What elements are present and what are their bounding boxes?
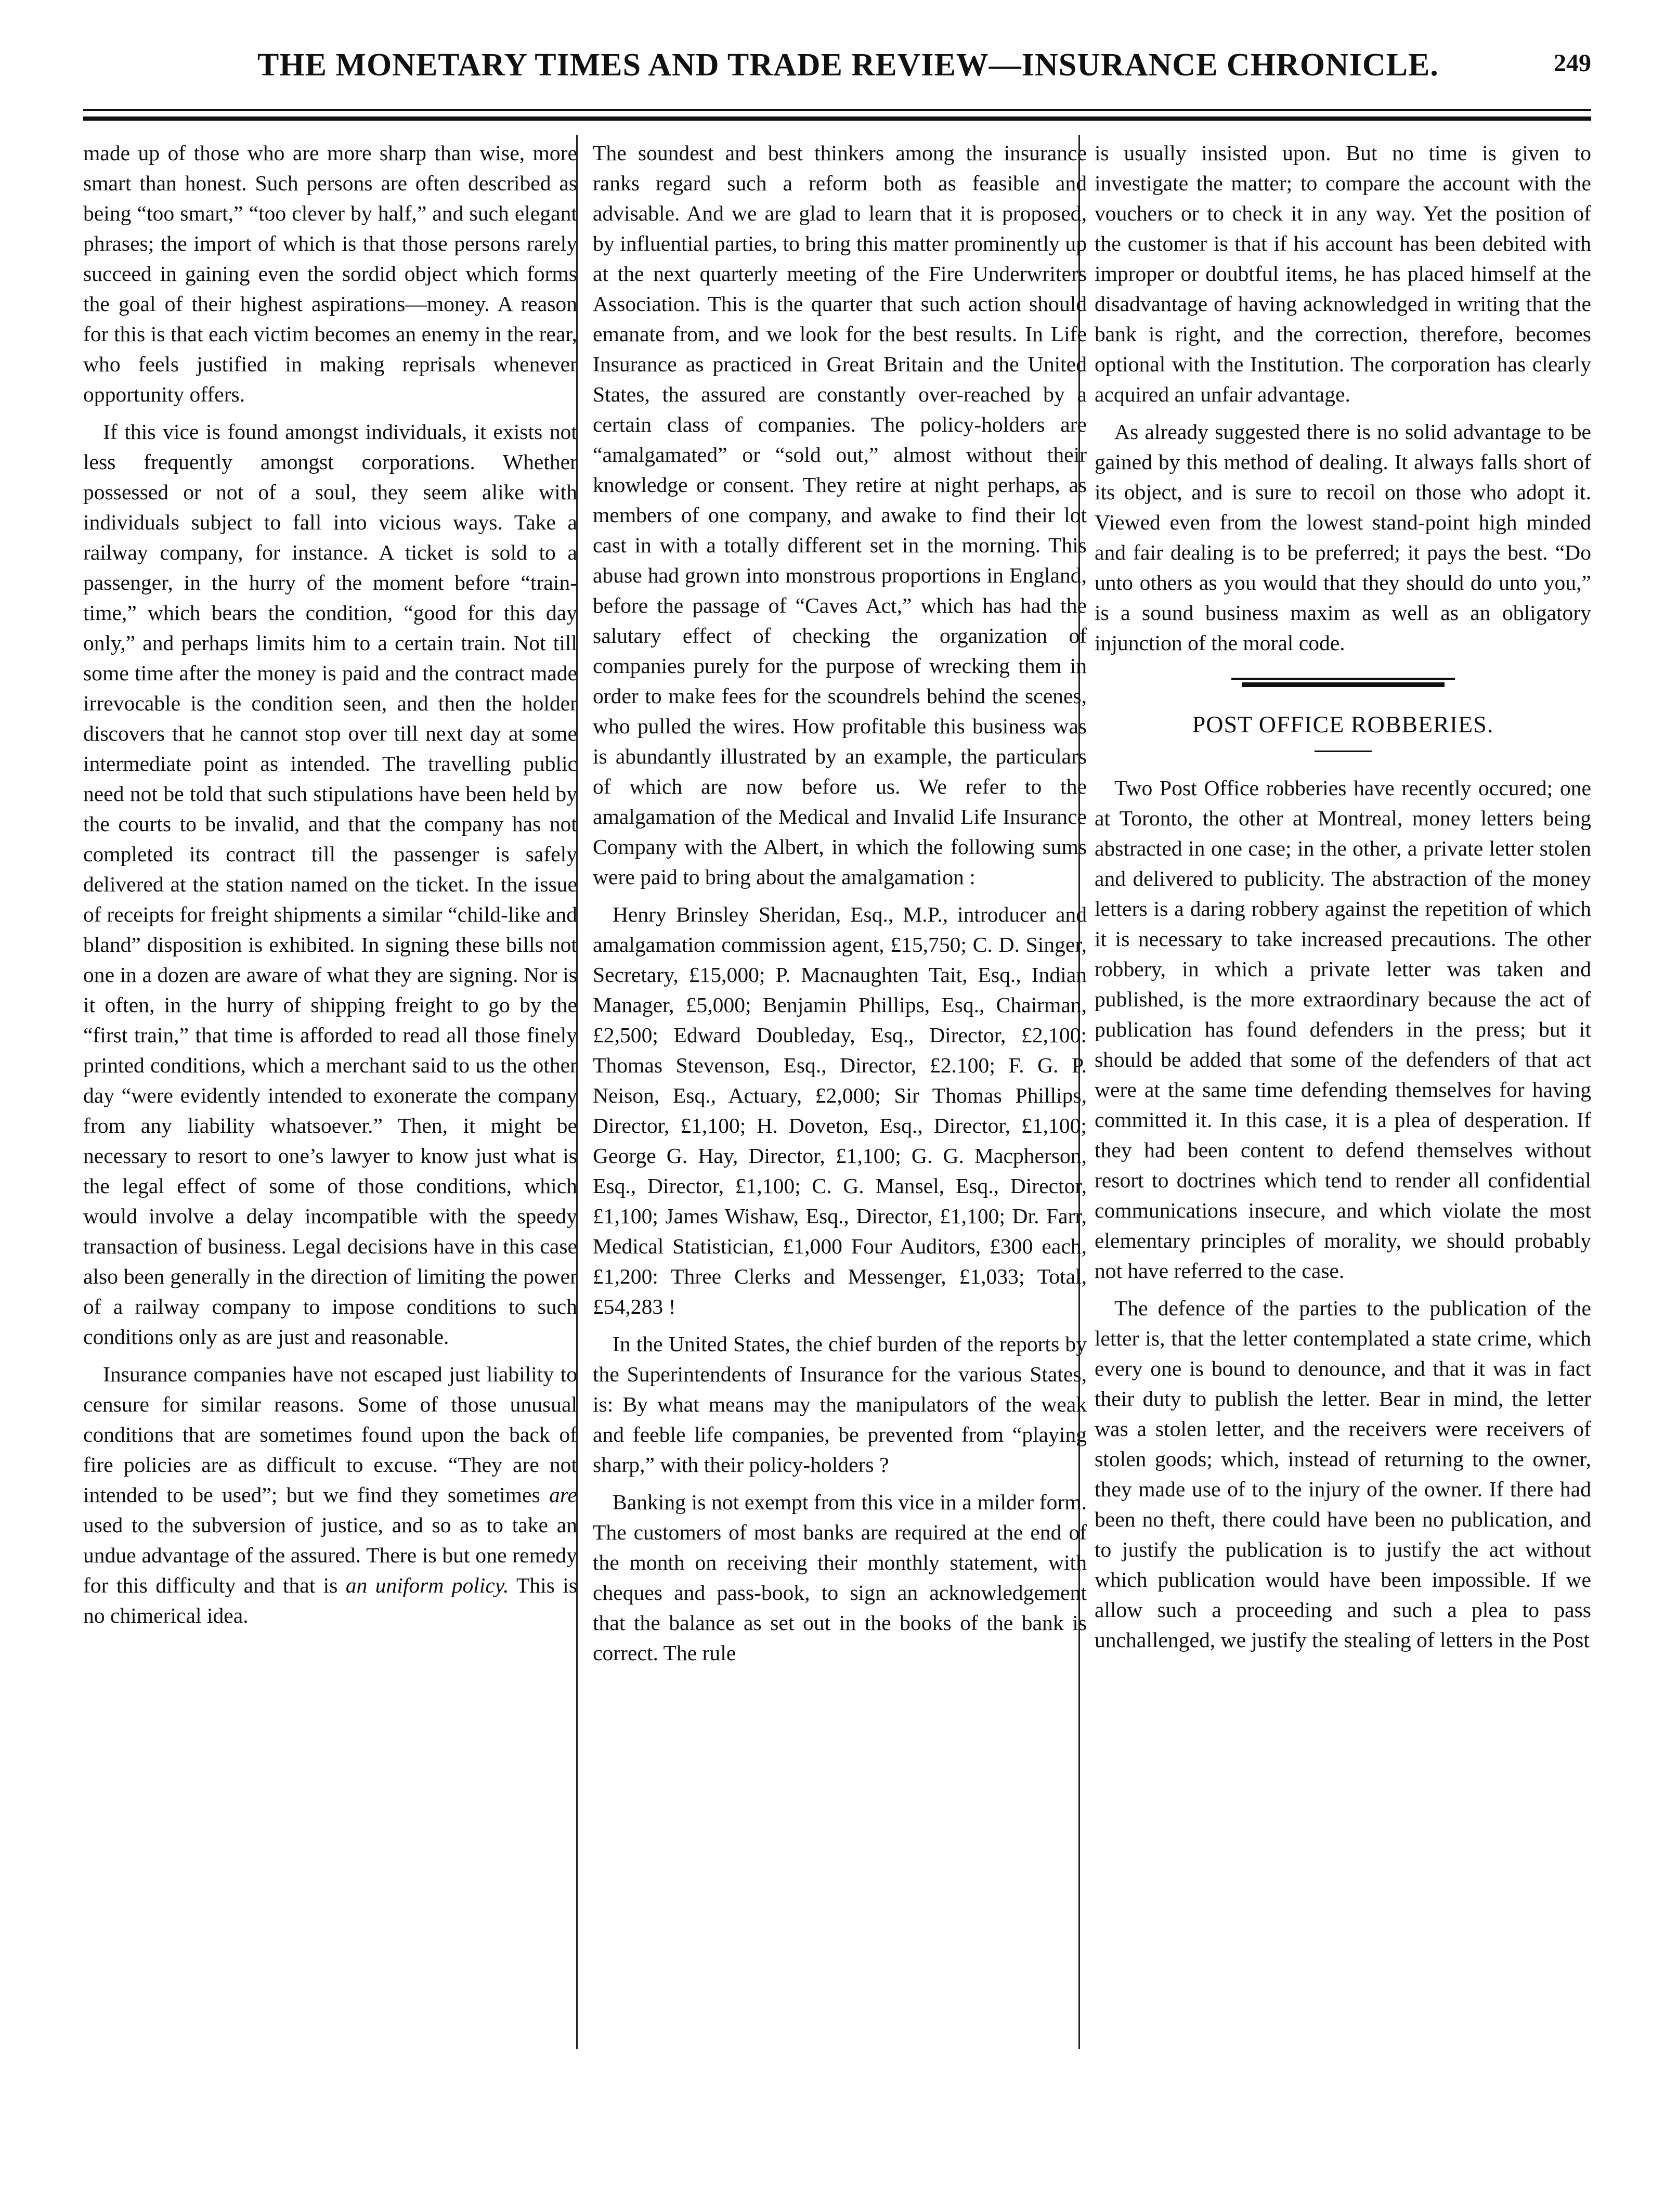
column-3 (1095, 138, 1591, 1655)
paragraph: As already suggested there is no solid advantage to be gained by this method of dealing. It always falls short of its object, and is sure to recoil on those who adopt it. Viewed even from the lowest stand-point high minded and fair dealing is to be preferred; it pays the best. “Do unto others as you would that they should do unto you,” is a sound business maxim as well as an obligatory injunction of the moral code. (1095, 420, 1591, 655)
paragraph: The defence of the parties to the publication of the letter is, that the letter contemplated a state crime, which every one is bound to denounce, and that it was in fact their duty to publish the letter. Bear in mind, the letter was a stolen letter, and the receivers were receivers of stolen goods; which, instead of returning to the owner, they made use of to the injury of the owner. If there had been no theft, there could have been no publication, and to justify the publication is to justify the act without which publication would have been impossible. If we allow such a proceeding and such a plea to pass unchallenged, we justify the stealing of letters in the Post (1095, 1296, 1591, 1652)
page-number: 249 (1554, 49, 1591, 77)
column-1 (83, 138, 577, 1631)
paragraph: Two Post Office robberies have recently occured; one at Toronto, the other at Montreal, money letters being abstracted in one case; in the other, a private letter stolen and delivered to publicity. The abstraction of the money letters is a daring robbery against the repetition of which it is necessary to take increased precautions. The other robbery, in which a private letter was taken and published, is the more extraordinary because the act of publication has found defenders in the press; but it should be added that some of the defenders of that act were at the same time defending themselves for having committed it. In this case, it is a plea of desperation. If they had been content to defend themselves without resort to doctrines which tend to render all confidential communications insecure, and which violate the most elementary principles of morality, we should probably not have referred to the case. (1095, 776, 1591, 1283)
paragraph: The soundest and best thinkers among the insurance ranks regard such a reform both as feasible and advisable. And we are glad to learn that it is proposed, by influential parties, to bring this matter prominently up at the next quarterly meeting of the Fire Underwriters Association. This is the quarter that such action should emanate from, and we look for the best results. In Life Insurance as practiced in Great Britain and the United States, the assured are constantly over-reached by a certain class of companies. The policy-holders are “amalgamated” or “sold out,” almost without their knowledge or consent. They retire at night perhaps, as members of one company, and awake to find their lot cast in with a totally different set in the morning. This abuse had grown into monstrous proportions in England, before the passage of “Caves Act,” which has had the salutary effect of checking the organization of companies purely for the purpose of wrecking them in order to make fees for the scoundrels behind the scenes, who pulled the wires. How profitable this business was is abundantly illustrated by an example, the particulars of which are now before us. We refer to the amalgamation of the Medical and Invalid Life Insurance Company with the Albert, in which the following sums were paid to bring about the amalgamation : (593, 141, 1087, 889)
paragraph: Banking is not exempt from this vice in a milder form. The customers of most banks are required at the end of the month on receiving their monthly statement, with cheques and pass-book, to sign an acknowledgement that the balance as set out in the books of the bank is correct. The rule (593, 1490, 1087, 1665)
paragraph: Henry Brinsley Sheridan, Esq., M.P., introducer and amalgamation commission agent, £15,750; C. D. Singer, Secretary, £15,000; P. Macnaughten Tait, Esq., Indian Manager, £5,000; Benjamin Phillips, Esq., Chairman, £2,500; Edward Doubleday, Esq., Director, £2,100: Thomas Stevenson, Esq., Director, £2.100; F. G. P. Neison, Esq., Actuary, £2,000; Sir Thomas Phillips, Director, £1,100; H. Doveton, Esq., Director, £1,100; George G. Hay, Director, £1,100; G. G. Macpherson, Esq., Director, £1,100; C. G. Mansel, Esq., Director, £1,100; James Wishaw, Esq., Director, £1,100; Dr. Farr, Medical Statistician, £1,000 Four Auditors, £300 each, £1,200: Three Clerks and Messenger, £1,033; Total, £54,283 ! (593, 902, 1087, 1318)
header-rule-thin (83, 109, 1591, 111)
paragraph: is usually insisted upon. But no time is given to investigate the matter; to compare the account with the vouchers or to check it in any way. Yet the position of the customer is that if his account has been debited with improper or doubtful items, he has placed himself at the disadvantage of having acknowledged in writing that the bank is right, and the correction, therefore, becomes optional with the Institution. The corporation has clearly acquired an unfair advantage. (1095, 141, 1591, 406)
section-title: POST OFFICE ROBBERIES. (1192, 711, 1494, 738)
page-header (83, 42, 1591, 88)
column-2 (593, 138, 1087, 1668)
paragraph: Insurance companies have not escaped just liability to censure for similar reasons. Some of those unusual conditions that are sometimes found upon the back of fire policies are as difficult to excuse. “They are not intended to be used”; but we find they sometimes are used to the subversion of justice, and so as to take an undue advantage of the assured. There is but one remedy for this difficulty and that is an uniform policy. This is no chimerical idea. (83, 1362, 577, 1627)
publication-title: THE MONETARY TIMES AND TRADE REVIEW—INSURANCE CHRONICLE. (257, 47, 1439, 83)
title-rule (1315, 751, 1372, 752)
section-divider (1231, 678, 1455, 687)
paragraph: In the United States, the chief burden of the reports by the Superintendents of Insurance for the various States, is: By what means may the manipulators of the weak and feeble life companies, be prevented from “playing sharp,” with their policy-holders ? (593, 1332, 1087, 1477)
paragraph: If this vice is found amongst individuals, it exists not less frequently amongst corporations. Whether possessed or not of a soul, they seem alike with individuals subject to fall into vicious ways. Take a railway company, for instance. A ticket is sold to a passenger, in the hurry of the moment before “train-time,” which bears the condition, “good for this day only,” and perhaps limits him to a certain train. Not till some time after the money is paid and the contract made irrevocable is the condition seen, and then the holder discovers that he cannot stop over till next day at some intermediate point as intended. The travelling public need not be told that such stipulations have been held by the courts to be invalid, and that the company has not completed its contract till the passenger is safely delivered at the station named on the ticket. In the issue of receipts for freight shipments a similar “child-like and bland” disposition is exhibited. In signing these bills not one in a dozen are aware of what they are signing. Nor is it often, in the hurry of shipping freight to go by the “first train,” that time is afforded to read all those finely printed conditions, which a merchant said to us the other day “were evidently intended to exonerate the company from any liability whatsoever.” Then, it might be necessary to resort to one’s lawyer to know just what is the legal effect of some of those conditions, which would involve a delay incompatible with the speedy transaction of business. Legal decisions have in this case also been generally in the direction of limiting the power of a railway company to impose conditions to such conditions only as are just and reasonable. (83, 420, 577, 1349)
paragraph: made up of those who are more sharp than wise, more smart than honest. Such persons are often described as being “too smart,” “too clever by half,” and such elegant phrases; the import of which is that those persons rarely succeed in gaining even the sordid object which forms the goal of their highest aspirations—money. A reason for this is that each victim becomes an enemy in the rear, who feels justified in making reprisals whenever opportunity offers. (83, 141, 577, 406)
header-rule-thick (83, 117, 1591, 121)
